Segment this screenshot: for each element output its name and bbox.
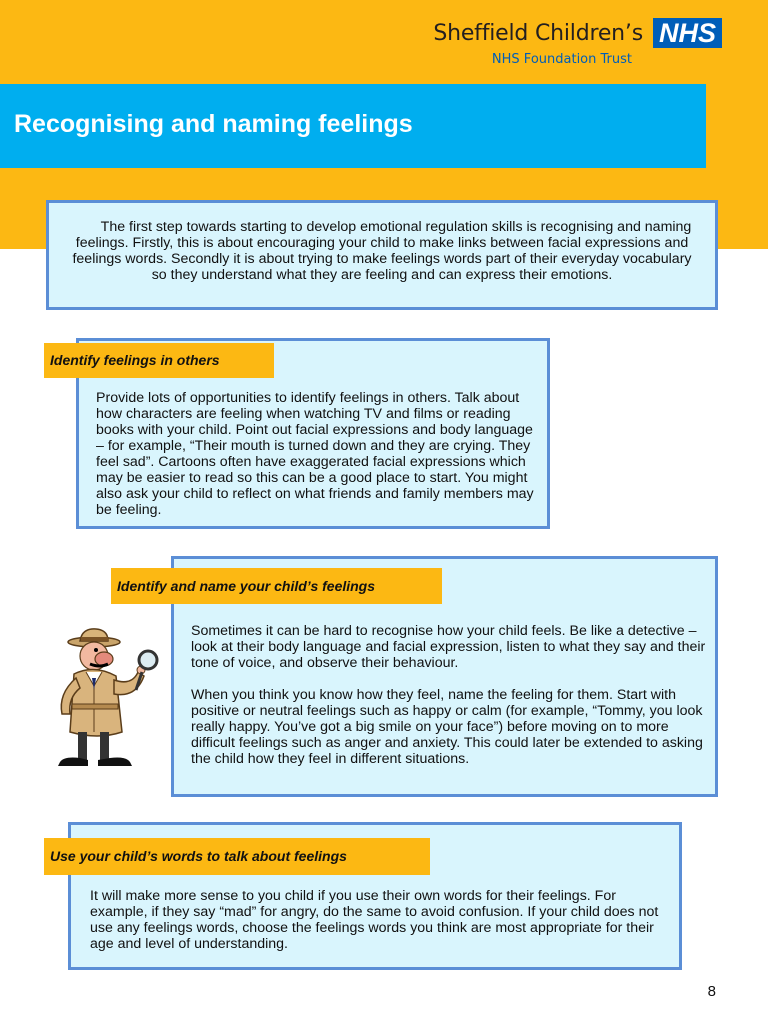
trust-logo	[433, 18, 722, 67]
paragraph: It will make more sense to you child if you use their own words for their feelings. For example, if they say “mad” for angry, do the same to avoid confusion. If your child does not use any feelings words, choose the feelings words you think are most appropriate for their age and level of understanding.	[90, 888, 659, 952]
paragraph: When you think you know how they feel, name the feeling for them. Start with positive or neutral feelings such as happy or calm (for example, “Tommy, you look really happy. You’ve got a big smile on your face”) before moving on to more difficult feelings such as anger and anxiety. This could later be extended to asking the child how they feel in different situations.	[191, 687, 703, 767]
section-heading-child-words: Use your child’s words to talk about feelings	[44, 838, 430, 875]
section-heading-others: Identify feelings in others	[44, 343, 274, 378]
paragraph: Provide lots of opportunities to identify feelings in others. Talk about how characters are feeling when watching TV and films or reading books with your child. Point out facial expressions and body language – for example, “Their mouth is turned down and they are crying. They feel sad”. Cartoons often have exaggerated facial expressions which may be easier to read so this can be a good place to start. You might also ask your child to reflect on what friends and family members may be feeling.	[96, 390, 534, 518]
section-heading-child-feelings: Identify and name your child’s feelings	[111, 568, 442, 604]
intro-text: The first step towards starting to develop emotional regulation skills is recognising and naming feelings. Firstly, this is about encouraging your child to make links between facial expressions and feelings words. Secondly it is about trying to make feelings words part of their everyday vocabulary so they understand what they are feeling and can express their emotions.	[72, 219, 692, 283]
section-text-child-words	[90, 888, 670, 952]
org-name: Sheffield Children’s	[433, 20, 643, 46]
page-number: 8	[707, 983, 716, 1000]
paragraph: Sometimes it can be hard to recognise how your child feels. Be like a detective – look at their body language and facial expression, listen to what they say and their tone of voice, and observe their behaviour.	[191, 623, 706, 671]
intro-box	[46, 200, 718, 310]
section-text-child-feelings	[191, 623, 711, 767]
nhs-badge: NHS	[653, 18, 722, 48]
page-title: Recognising and naming feelings	[14, 110, 413, 138]
section-text-others	[96, 390, 542, 518]
detective-illustration	[50, 628, 162, 770]
org-subtitle: NHS Foundation Trust	[491, 52, 632, 67]
title-bar	[0, 84, 706, 168]
